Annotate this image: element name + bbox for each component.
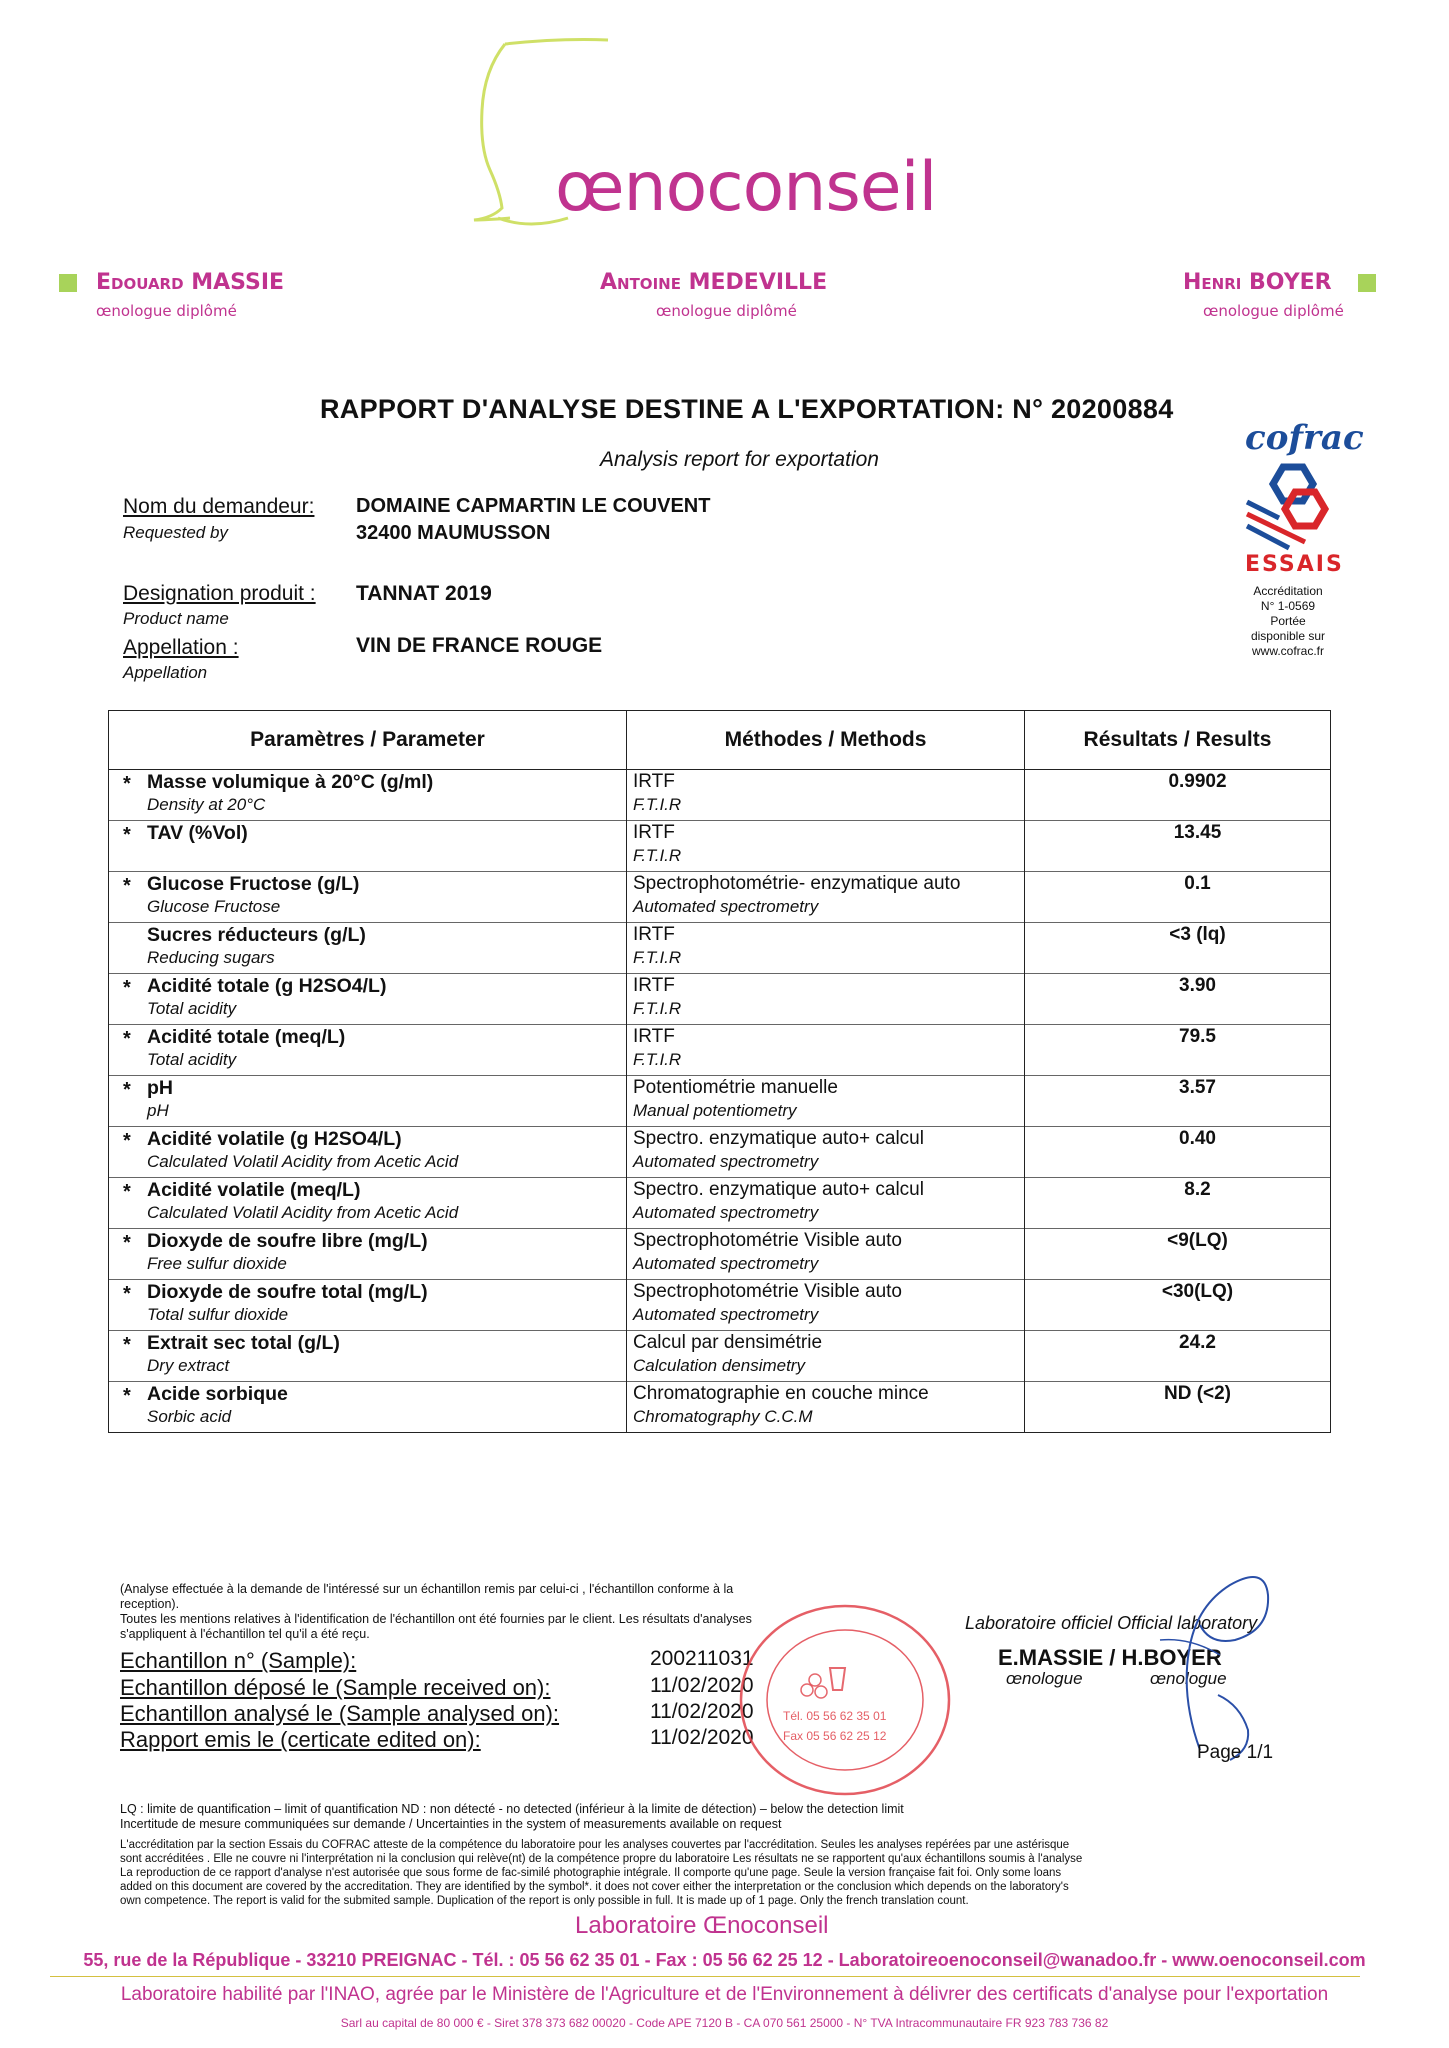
- method-cell: [627, 923, 1025, 974]
- method-cell: [627, 1178, 1025, 1229]
- parameter-cell: [109, 1076, 627, 1127]
- parameter-name-en: Calculated Volatil Acidity from Acetic Acid: [147, 1203, 459, 1222]
- accredited-star: *: [123, 875, 131, 897]
- cofrac-line: Portée: [1270, 614, 1306, 628]
- legal-text: [120, 1838, 1335, 1908]
- appellation-value: VIN DE FRANCE ROUGE: [356, 634, 603, 657]
- legend: [120, 1802, 1320, 1832]
- parameter-cell: [109, 1025, 627, 1076]
- cofrac-line: N° 1-0569: [1260, 599, 1316, 613]
- result-value: 0.9902: [1168, 771, 1227, 792]
- table-row: [109, 1382, 1331, 1433]
- parameter-name-en: Reducing sugars: [147, 948, 275, 967]
- page-number: Page 1/1: [1197, 1742, 1274, 1763]
- lab-habilitation: Laboratoire habilité par l'INAO, agrée par le Ministère de l'Agriculture et de l'Environnement à délivrer des certificats d'analyse pour l'exportation: [120, 1984, 1329, 2005]
- result-value: ND (<2): [1163, 1383, 1232, 1404]
- parameter-name-en: Glucose Fructose: [147, 897, 281, 916]
- requester-name: DOMAINE CAPMARTIN LE COUVENT: [356, 495, 711, 517]
- method-name-en: Automated spectrometry: [633, 897, 819, 916]
- method-name: IRTF: [633, 771, 675, 792]
- method-name: Spectro. enzymatique auto+ calcul: [633, 1128, 924, 1149]
- table-row: [109, 1127, 1331, 1178]
- parameter-name-en: Density at 20°C: [147, 795, 266, 814]
- method-cell: [627, 821, 1025, 872]
- cofrac-essais: ESSAIS: [1245, 552, 1344, 577]
- results-table: [108, 710, 1331, 1433]
- parameter-name: Acidité totale (meq/L): [147, 1026, 346, 1048]
- header-result: Résultats / Results: [1025, 711, 1331, 770]
- table-row: [109, 872, 1331, 923]
- accredited-star: *: [123, 977, 131, 999]
- oenologist-name-2: Antoine MEDEVILLE: [600, 270, 828, 295]
- method-cell: [627, 1331, 1025, 1382]
- table-row: [109, 974, 1331, 1025]
- legal-line: L'accréditation par la section Essais du COFRAC atteste de la compétence du laboratoire pour les analyses couvertes par l'accréditation. Seules les analyses repérées par une astérisque: [120, 1839, 1070, 1851]
- signatory-title-1: œnologue: [1006, 1669, 1083, 1688]
- sample-number-label: Echantillon n° (Sample):: [120, 1648, 357, 1673]
- result-cell: [1025, 1229, 1331, 1280]
- sample-received-label: Echantillon déposé le (Sample received on):: [120, 1675, 551, 1700]
- report-edited-label: Rapport emis le (certicate edited on):: [120, 1727, 481, 1752]
- sample-received-value: 11/02/2020: [650, 1674, 754, 1697]
- header-method: Méthodes / Methods: [627, 711, 1025, 770]
- result-value: 8.2: [1184, 1179, 1211, 1200]
- result-cell: [1025, 1331, 1331, 1382]
- signatory-title-2: œnologue: [1150, 1669, 1227, 1688]
- note-line: (Analyse effectuée à la demande de l'intéressé sur un échantillon remis par celui-ci , l'échantillon conforme à la: [120, 1582, 734, 1596]
- method-cell: [627, 974, 1025, 1025]
- oenologist-title-1: œnologue diplômé: [96, 302, 237, 320]
- table-row: [109, 1076, 1331, 1127]
- accredited-star: *: [123, 1028, 131, 1050]
- method-cell: [627, 1229, 1025, 1280]
- table-row: [109, 923, 1331, 974]
- parameter-name: Dioxyde de soufre total (mg/L): [147, 1281, 428, 1303]
- parameter-name: pH: [147, 1077, 173, 1099]
- method-cell: [627, 1280, 1025, 1331]
- method-name-en: F.T.I.R: [633, 846, 682, 865]
- method-cell: [627, 1025, 1025, 1076]
- method-cell: [627, 770, 1025, 821]
- parameter-cell: [109, 872, 627, 923]
- product-value: TANNAT 2019: [356, 582, 492, 605]
- product-label-en: Product name: [123, 609, 229, 628]
- oenologist-name-3: Henri BOYER: [1183, 270, 1332, 295]
- method-cell: [627, 1127, 1025, 1178]
- product-label: Designation produit :: [123, 582, 316, 605]
- result-value: 0.1: [1184, 873, 1211, 894]
- method-name: IRTF: [633, 1026, 675, 1047]
- parameter-cell: [109, 1127, 627, 1178]
- requester-label: Nom du demandeur:: [123, 495, 315, 518]
- parameter-name-en: Sorbic acid: [147, 1407, 232, 1426]
- accredited-star: *: [123, 773, 131, 795]
- result-value: 3.57: [1179, 1077, 1216, 1098]
- method-name-en: Automated spectrometry: [633, 1203, 819, 1222]
- accredited-star: *: [123, 1232, 131, 1254]
- parameter-cell: [109, 1382, 627, 1433]
- green-square-icon: [59, 274, 77, 292]
- method-name: IRTF: [633, 924, 675, 945]
- result-cell: [1025, 1076, 1331, 1127]
- cofrac-accreditation: [1228, 584, 1348, 659]
- parameter-cell: [109, 821, 627, 872]
- result-cell: [1025, 923, 1331, 974]
- logo-text: œnoconseil: [555, 148, 937, 227]
- legal-line: own competence. The report is valid for the submited sample. Duplication of the report is only possible in full. It is made up of 1 page. Only the french translation count.: [120, 1895, 969, 1907]
- appellation-label: Appellation :: [123, 636, 239, 659]
- parameter-name-en: Total acidity: [147, 999, 237, 1018]
- method-name-en: Automated spectrometry: [633, 1254, 819, 1273]
- result-cell: [1025, 872, 1331, 923]
- parameter-name: Dioxyde de soufre libre (mg/L): [147, 1230, 428, 1252]
- result-cell: [1025, 770, 1331, 821]
- method-name-en: Chromatography C.C.M: [633, 1407, 813, 1426]
- method-name-en: F.T.I.R: [633, 999, 682, 1018]
- table-row: [109, 770, 1331, 821]
- parameter-name-en: Free sulfur dioxide: [147, 1254, 287, 1273]
- parameter-name-en: Total acidity: [147, 1050, 237, 1069]
- method-name: Spectrophotométrie Visible auto: [633, 1281, 902, 1302]
- cofrac-line: Accréditation: [1253, 584, 1323, 598]
- method-cell: [627, 872, 1025, 923]
- method-name-en: F.T.I.R: [633, 948, 682, 967]
- method-name: Calcul par densimétrie: [633, 1332, 823, 1353]
- report-subtitle: Analysis report for exportation: [600, 448, 879, 471]
- signatory-names: E.MASSIE / H.BOYER: [998, 1645, 1222, 1670]
- cofrac-emblem-icon: [1245, 462, 1345, 557]
- method-name-en: Manual potentiometry: [633, 1101, 797, 1120]
- sample-analysed-label: Echantillon analysé le (Sample analysed on):: [120, 1701, 560, 1726]
- report-title: RAPPORT D'ANALYSE DESTINE A L'EXPORTATION: N° 20200884: [320, 394, 1174, 424]
- parameter-cell: [109, 1178, 627, 1229]
- note-line: Toutes les mentions relatives à l'identification de l'échantillon ont été fournies par le client. Les résultats d'analyses: [120, 1612, 752, 1626]
- legal-line: sont accréditées . Elle ne couvre ni l'interprétation ni la conclusion qui relève(nt) de la compétence propre du laboratoire Les résultats ne se rapportent qu'aux échantillons soumis à l'analyse: [120, 1853, 1083, 1865]
- note-line: s'appliquent à l'échantillon tel qu'il a été reçu.: [120, 1627, 370, 1641]
- report-edited-value: 11/02/2020: [650, 1726, 754, 1749]
- method-name: Potentiométrie manuelle: [633, 1077, 838, 1098]
- table-row: [109, 1280, 1331, 1331]
- result-cell: [1025, 821, 1331, 872]
- stamp-tel: Tél. 05 56 62 35 01: [783, 1709, 887, 1723]
- accredited-star: *: [123, 1283, 131, 1305]
- method-name-en: F.T.I.R: [633, 1050, 682, 1069]
- note-line: reception).: [120, 1597, 180, 1611]
- table-row: [109, 1331, 1331, 1382]
- method-name-en: Automated spectrometry: [633, 1152, 819, 1171]
- legend-lq: LQ : limite de quantification – limit of quantification ND : non détecté - no detected (inférieur à la limite de détection) – below the detection limit: [120, 1802, 904, 1816]
- accredited-star: *: [123, 1181, 131, 1203]
- stamp-fax: Fax 05 56 62 25 12: [783, 1729, 887, 1743]
- appellation-label-en: Appellation: [123, 663, 208, 682]
- sample-number-value: 200211031: [650, 1647, 754, 1670]
- parameter-cell: [109, 974, 627, 1025]
- parameter-name-en: Total sulfur dioxide: [147, 1305, 289, 1324]
- result-cell: [1025, 1025, 1331, 1076]
- laboratory-stamp: [735, 1600, 955, 1800]
- parameter-name: Sucres réducteurs (g/L): [147, 924, 366, 946]
- analysis-note: [120, 1582, 840, 1642]
- cofrac-logo: cofrac: [1245, 418, 1364, 458]
- method-name-en: F.T.I.R: [633, 795, 682, 814]
- parameter-name-en: Dry extract: [147, 1356, 230, 1375]
- parameter-name: Extrait sec total (g/L): [147, 1332, 340, 1354]
- parameter-name: Acidité volatile (meq/L): [147, 1179, 361, 1201]
- method-name-en: Calculation densimetry: [633, 1356, 805, 1375]
- result-cell: [1025, 974, 1331, 1025]
- parameter-name: Glucose Fructose (g/L): [147, 873, 360, 895]
- result-cell: [1025, 1280, 1331, 1331]
- accredited-star: *: [123, 1130, 131, 1152]
- accredited-star: *: [123, 1385, 131, 1407]
- result-cell: [1025, 1382, 1331, 1433]
- result-value: <3 (lq): [1169, 924, 1226, 945]
- divider: [50, 1976, 1360, 1977]
- parameter-name-en: pH: [147, 1101, 169, 1120]
- cofrac-line: disponible sur: [1250, 629, 1326, 643]
- requester-label-en: Requested by: [123, 523, 228, 542]
- accredited-star: *: [123, 824, 131, 846]
- handwritten-signature: [1140, 1545, 1280, 1770]
- parameter-name: TAV (%Vol): [147, 822, 248, 844]
- lab-address: 55, rue de la République - 33210 PREIGNAC - Tél. : 05 56 62 35 01 - Fax : 05 56 62 25 12 - Laboratoireoenoconseil@wanadoo.fr - www.oenoconseil.com: [83, 1950, 1366, 1970]
- legend-uncertainty: Incertitude de mesure communiquées sur demande / Uncertainties in the system of measurements available on request: [120, 1817, 782, 1831]
- method-name: Chromatographie en couche mince: [633, 1383, 929, 1404]
- parameter-name: Acidité volatile (g H2SO4/L): [147, 1128, 402, 1150]
- cofrac-line: www.cofrac.fr: [1251, 644, 1324, 658]
- legal-line: added on this document are covered by the accreditation. They are identified by the symbol*. it does not cover either the interpretation or the conclusion which depends on the laboratory's: [120, 1881, 1069, 1893]
- result-cell: [1025, 1178, 1331, 1229]
- parameter-cell: [109, 923, 627, 974]
- sample-analysed-value: 11/02/2020: [650, 1700, 754, 1723]
- result-value: <30(LQ): [1161, 1281, 1234, 1302]
- official-lab-label: Laboratoire officiel Official laboratory: [965, 1613, 1258, 1633]
- method-name: Spectrophotométrie Visible auto: [633, 1230, 902, 1251]
- oenologist-title-3: œnologue diplômé: [1203, 302, 1344, 320]
- result-value: 0.40: [1179, 1128, 1216, 1149]
- stamp-seal-icon: [735, 1600, 955, 1800]
- result-value: <9(LQ): [1167, 1230, 1228, 1251]
- result-value: 24.2: [1179, 1332, 1216, 1353]
- parameter-cell: [109, 1280, 627, 1331]
- oenologist-name-1: Edouard MASSIE: [96, 270, 285, 295]
- accredited-star: *: [123, 1334, 131, 1356]
- method-cell: [627, 1076, 1025, 1127]
- method-name: Spectro. enzymatique auto+ calcul: [633, 1179, 924, 1200]
- table-row: [109, 1229, 1331, 1280]
- result-value: 3.90: [1179, 975, 1216, 996]
- parameter-cell: [109, 1229, 627, 1280]
- parameter-name: Acidité totale (g H2SO4/L): [147, 975, 387, 997]
- result-value: 79.5: [1179, 1026, 1216, 1047]
- method-name: IRTF: [633, 975, 675, 996]
- parameter-name: Acide sorbique: [147, 1383, 288, 1405]
- result-value: 13.45: [1173, 822, 1222, 843]
- parameter-cell: [109, 770, 627, 821]
- legal-line: La reproduction de ce rapport d'analyse n'est autorisée que sous forme de fac-similé photographie intégrale. Il comporte qu'une page. Seule la version française fait foi. Only some loans: [120, 1867, 1062, 1879]
- parameter-name: Masse volumique à 20°C (g/ml): [147, 771, 434, 793]
- accredited-star: *: [123, 1079, 131, 1101]
- table-header-row: [109, 711, 1331, 770]
- method-cell: [627, 1382, 1025, 1433]
- method-name-en: Automated spectrometry: [633, 1305, 819, 1324]
- parameter-name-en: Calculated Volatil Acidity from Acetic Acid: [147, 1152, 459, 1171]
- green-square-icon: [1358, 274, 1376, 292]
- header-parameter: Paramètres / Parameter: [109, 711, 627, 770]
- table-row: [109, 1025, 1331, 1076]
- method-name: Spectrophotométrie- enzymatique auto: [633, 873, 961, 894]
- method-name: IRTF: [633, 822, 675, 843]
- parameter-cell: [109, 1331, 627, 1382]
- requester-address: 32400 MAUMUSSON: [356, 522, 551, 544]
- lab-name: Laboratoire Œnoconseil: [575, 1912, 829, 1939]
- result-cell: [1025, 1127, 1331, 1178]
- table-row: [109, 1178, 1331, 1229]
- lab-legal-info: Sarl au capital de 80 000 € - Siret 378 373 682 00020 - Code APE 7120 B - CA 070 561 25000 - N° TVA Intracommunautaire FR 923 783 736 82: [340, 2016, 1109, 2030]
- oenologist-title-2: œnologue diplômé: [656, 302, 797, 320]
- table-row: [109, 821, 1331, 872]
